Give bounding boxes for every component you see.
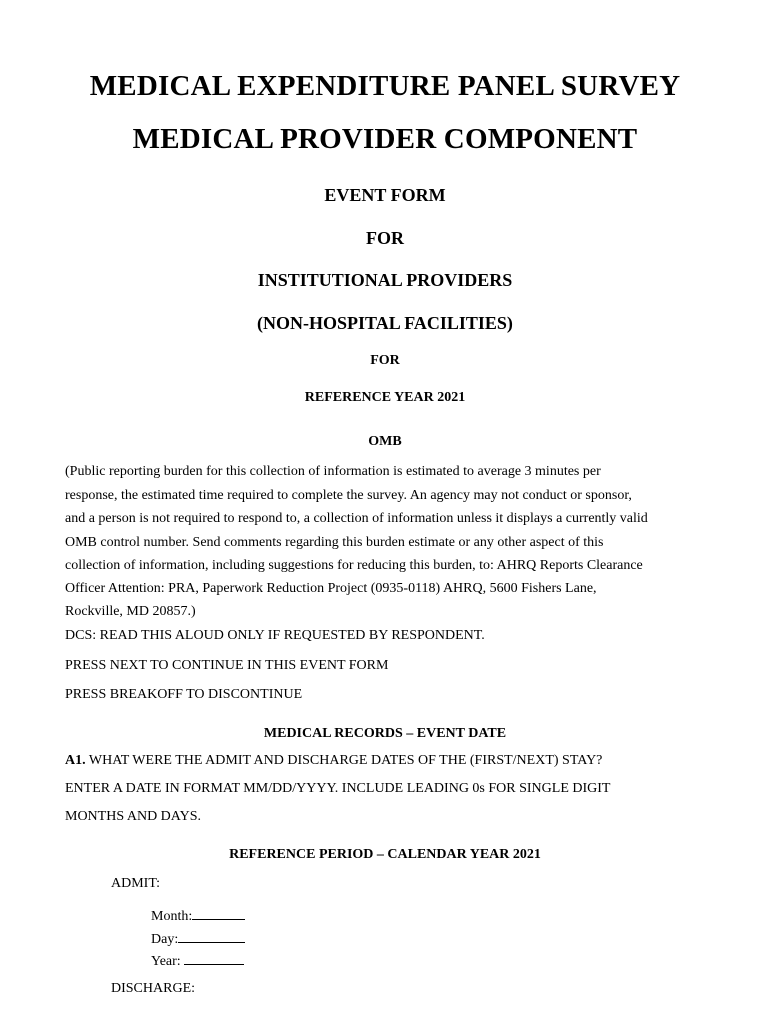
dcs-instruction: DCS: READ THIS ALOUD ONLY IF REQUESTED BY RESPONDENT.: [65, 628, 485, 643]
burden-statement-line: Officer Attention: PRA, Paperwork Reduction Project (0935-0118) AHRQ, 5600 Fishers Lane,: [65, 581, 597, 596]
discharge-label: DISCHARGE:: [111, 981, 196, 996]
reference-period-heading: REFERENCE PERIOD – CALENDAR YEAR 2021: [229, 847, 541, 862]
month-label: Month:: [151, 909, 193, 924]
institutional-providers-heading: INSTITUTIONAL PROVIDERS: [257, 270, 513, 290]
omb-heading: OMB: [368, 434, 402, 449]
for-heading-2: FOR: [370, 353, 400, 368]
for-heading-1: FOR: [366, 228, 404, 248]
year-label: Year:: [151, 954, 181, 969]
event-form-heading: EVENT FORM: [324, 185, 446, 205]
component-title: MEDICAL PROVIDER COMPONENT: [132, 123, 638, 155]
question-number: A1.: [65, 753, 86, 768]
day-label: Day:: [151, 932, 179, 947]
section-heading: MEDICAL RECORDS – EVENT DATE: [263, 726, 507, 741]
day-blank-field[interactable]: [178, 929, 245, 943]
burden-statement-line: OMB control number. Send comments regarding this burden estimate or any other aspect of this: [65, 535, 604, 550]
burden-statement-line: collection of information, including suggestions for reducing this burden, to: AHRQ Reports Clearance: [65, 558, 643, 573]
admit-day-row: [151, 929, 245, 948]
next-instruction: PRESS NEXT TO CONTINUE IN THIS EVENT FORM: [65, 658, 389, 673]
question-text: WHAT WERE THE ADMIT AND DISCHARGE DATES OF THE (FIRST/NEXT) STAY?: [88, 753, 603, 768]
date-format-instruction-cont: MONTHS AND DAYS.: [65, 809, 202, 824]
reference-year-heading: REFERENCE YEAR 2021: [304, 390, 466, 405]
question-a1: [65, 753, 602, 769]
admit-month-row: [151, 906, 245, 925]
breakoff-instruction: PRESS BREAKOFF TO DISCONTINUE: [65, 687, 303, 702]
admit-label: ADMIT:: [111, 876, 161, 891]
burden-statement-line: and a person is not required to respond to, a collection of information unless it displays a currently valid: [65, 511, 648, 526]
date-format-instruction: ENTER A DATE IN FORMAT MM/DD/YYYY. INCLUDE LEADING 0s FOR SINGLE DIGIT: [65, 781, 611, 796]
burden-statement-line: response, the estimated time required to complete the survey. An agency may not conduct or sponsor,: [65, 488, 632, 503]
burden-statement-line: (Public reporting burden for this collection of information is estimated to average 3 minutes per: [65, 464, 601, 479]
admit-year-row: [151, 951, 244, 970]
burden-statement-line: Rockville, MD 20857.): [65, 604, 196, 619]
month-blank-field[interactable]: [192, 906, 245, 920]
year-blank-field[interactable]: [184, 951, 244, 965]
survey-title: MEDICAL EXPENDITURE PANEL SURVEY: [89, 70, 681, 102]
non-hospital-heading: (NON-HOSPITAL FACILITIES): [257, 313, 513, 333]
